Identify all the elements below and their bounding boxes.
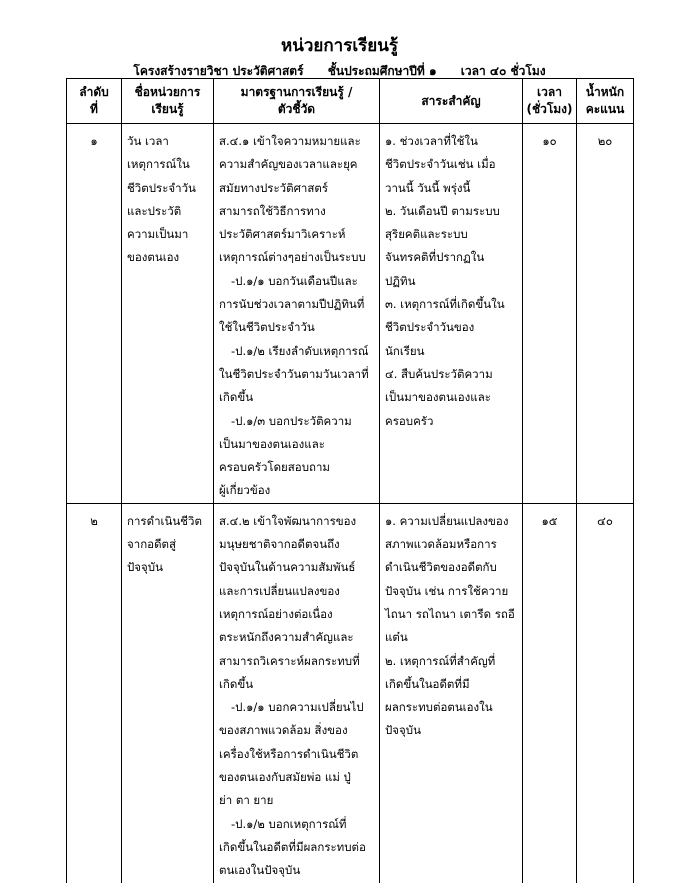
- cell-text-line: และการเปลี่ยนแปลงของ: [219, 583, 340, 598]
- header-unit-name: ชื่อหน่วยการ เรียนรู้: [122, 79, 214, 124]
- cell-text-line: ๑. ช่วงเวลาที่ใช้ใน: [385, 134, 478, 148]
- cell-text-line: สามารถวิเคราะห์ผลกระทบที่: [219, 653, 360, 668]
- header-time: เวลา (ชั่วโมง): [523, 79, 577, 124]
- cell-text-line: ชีวิตประจำวัน: [127, 180, 196, 195]
- total-time-label: เวลา ๔๐ ชั่วโมง: [460, 64, 546, 78]
- cell-text-line: เครื่องใช้หรือการดำเนินชีวิต: [219, 746, 359, 761]
- cell-text-line: ครอบครัวโดยสอบถาม: [219, 460, 331, 475]
- cell-text-line: ผลกระทบต่อตนเองใน: [385, 700, 493, 715]
- header-order: ลำดับ ที่: [67, 79, 122, 124]
- cell-text-line: เกิดขึ้นในอดีตที่มีผลกระทบต่อ: [219, 839, 366, 854]
- cell-text-line: เกิดขึ้นในอดีตที่มี: [385, 676, 470, 691]
- cell-text-line: จันทรคติที่ปรากฏใน: [385, 250, 485, 265]
- cell-text-line: ๒. เหตุการณ์ที่สำคัญที่: [385, 653, 496, 668]
- learning-units-table: [66, 78, 634, 883]
- cell-text-line: ตระหนักถึงความสำคัญและ: [219, 630, 354, 645]
- cell-text-line: เกิดขึ้น: [219, 676, 254, 691]
- cell-text-line: -ป.๑/๑ บอกวันเดือนปีและ: [231, 273, 358, 288]
- header-standard: มาตรฐานการเรียนรู้ / ตัวชี้วัด: [214, 79, 380, 124]
- cell-text-line: ๒. วันเดือนปี ตามระบบ: [385, 203, 500, 218]
- cell-text-line: แต๋น: [385, 630, 408, 645]
- cell-text-line: ครอบครัว: [385, 413, 434, 428]
- cell-text-line: ความเป็นมา: [127, 227, 189, 242]
- table-row: [67, 503, 634, 882]
- cell-text-line: ในชีวิตประจำวันตามวันเวลาที่: [219, 366, 369, 381]
- standard-cell: [214, 124, 380, 504]
- cell-text-line: ปฏิทิน: [385, 273, 416, 288]
- cell-text-line: สภาพแวดล้อมหรือการ: [385, 537, 497, 552]
- cell-text-line: ของตนเอง: [127, 250, 180, 265]
- cell-text-line: ตนเองในปัจจุบัน: [219, 863, 301, 878]
- cell-text-line: -ป.๑/๒ บอกเหตุการณ์ที่: [231, 816, 347, 831]
- cell-text-line: ปัจจุบันในด้านความสัมพันธ์: [219, 560, 356, 575]
- table-row: [67, 124, 634, 504]
- cell-text-line: ส.๔.๒ เข้าใจพัฒนาการของ: [219, 513, 357, 528]
- cell-text-line: ใช้ในชีวิตประจำวัน: [219, 320, 315, 335]
- cell-text-line: มนุษยชาติจากอดีตจนถึง: [219, 537, 340, 552]
- cell-text-line: เป็นมาของตนเองและ: [219, 436, 325, 451]
- cell-text-line: และประวัติ: [127, 203, 182, 218]
- essence-cell: [380, 503, 523, 882]
- cell-text-line: ผู้เกี่ยวข้อง: [219, 483, 271, 498]
- cell-text-line: เป็นมาของตนเองและ: [385, 390, 491, 405]
- cell-text-line: ดำเนินชีวิตของอดีตกับ: [385, 560, 497, 575]
- cell-text-line: สุริยคติและระบบ: [385, 227, 468, 242]
- cell-text-line: การนับช่วงเวลาตามปีปฏิทินที่: [219, 297, 365, 312]
- unit-name-cell: [122, 124, 214, 504]
- table-header-row: [67, 79, 634, 124]
- weight-cell: ๔๐: [577, 503, 634, 882]
- time-cell: ๑๕: [523, 503, 577, 882]
- cell-text-line: ไถนา รถไถนา เตารีด รถอี: [385, 606, 515, 621]
- cell-text-line: เกิดขึ้น: [219, 390, 254, 405]
- row-order-cell: ๒: [67, 503, 122, 882]
- cell-text-line: ชีวิตประจำวันเช่น เมื่อ: [385, 157, 496, 172]
- essence-cell: [380, 124, 523, 504]
- cell-text-line: -ป.๑/๓ บอกประวัติความ: [231, 413, 352, 428]
- cell-text-line: ของตนเองกับสมัยพ่อ แม่ ปู่: [219, 770, 351, 785]
- cell-text-line: ๓. เหตุการณ์ที่เกิดขึ้นใน: [385, 297, 505, 312]
- cell-text-line: -ป.๑/๒ เรียงลำดับเหตุการณ์: [231, 343, 369, 358]
- cell-text-line: เหตุการณ์อย่างต่อเนื่อง: [219, 606, 333, 621]
- weight-cell: ๒๐: [577, 124, 634, 504]
- cell-text-line: วัน เวลา: [127, 134, 169, 148]
- cell-text-line: สมัยทางประวัติศาสตร์: [219, 180, 328, 195]
- cell-text-line: การดำเนินชีวิต: [127, 513, 202, 528]
- cell-text-line: ปัจจุบัน: [127, 560, 163, 575]
- cell-text-line: วานนี้ วันนี้ พรุ่งนี้: [385, 180, 471, 195]
- cell-text-line: ประวัติศาสตร์มาวิเคราะห์: [219, 227, 346, 242]
- cell-text-line: เหตุการณ์ต่างๆอย่างเป็นระบบ: [219, 250, 366, 265]
- cell-text-line: ๔. สืบค้นประวัติความ: [385, 366, 493, 381]
- cell-text-line: จากอดีตสู่: [127, 537, 177, 552]
- cell-text-line: ความสำคัญของเวลาและยุค: [219, 157, 358, 172]
- unit-name-cell: [122, 503, 214, 882]
- cell-text-line: นักเรียน: [385, 343, 425, 358]
- time-cell: ๑๐: [523, 124, 577, 504]
- cell-text-line: สามารถใช้วิธีการทาง: [219, 203, 326, 218]
- row-order-cell: ๑: [67, 124, 122, 504]
- subject-structure-label: โครงสร้างรายวิชา ประวัติศาสตร์: [133, 64, 304, 78]
- cell-text-line: เหตุการณ์ใน: [127, 157, 190, 172]
- cell-text-line: ส.๔.๑ เข้าใจความหมายและ: [219, 134, 361, 148]
- cell-text-line: ปัจจุบัน: [385, 723, 421, 738]
- cell-text-line: ๑. ความเปลี่ยนแปลงของ: [385, 513, 509, 528]
- header-weight: น้ำหนัก คะแนน: [577, 79, 634, 124]
- cell-text-line: ชีวิตประจำวันของ: [385, 320, 475, 335]
- grade-label: ชั้นประถมศึกษาปีที่ ๑: [327, 64, 437, 78]
- cell-text-line: ปัจจุบัน เช่น การใช้ควาย: [385, 583, 509, 598]
- document-title: หน่วยการเรียนรู้: [281, 36, 398, 56]
- cell-text-line: ย่า ตา ยาย: [219, 793, 274, 808]
- header-essence: สาระสำคัญ: [380, 79, 523, 124]
- cell-text-line: ของสภาพแวดล้อม สิ่งของ: [219, 723, 348, 738]
- cell-text-line: -ป.๑/๑ บอกความเปลี่ยนไป: [231, 700, 364, 715]
- standard-cell: [214, 503, 380, 882]
